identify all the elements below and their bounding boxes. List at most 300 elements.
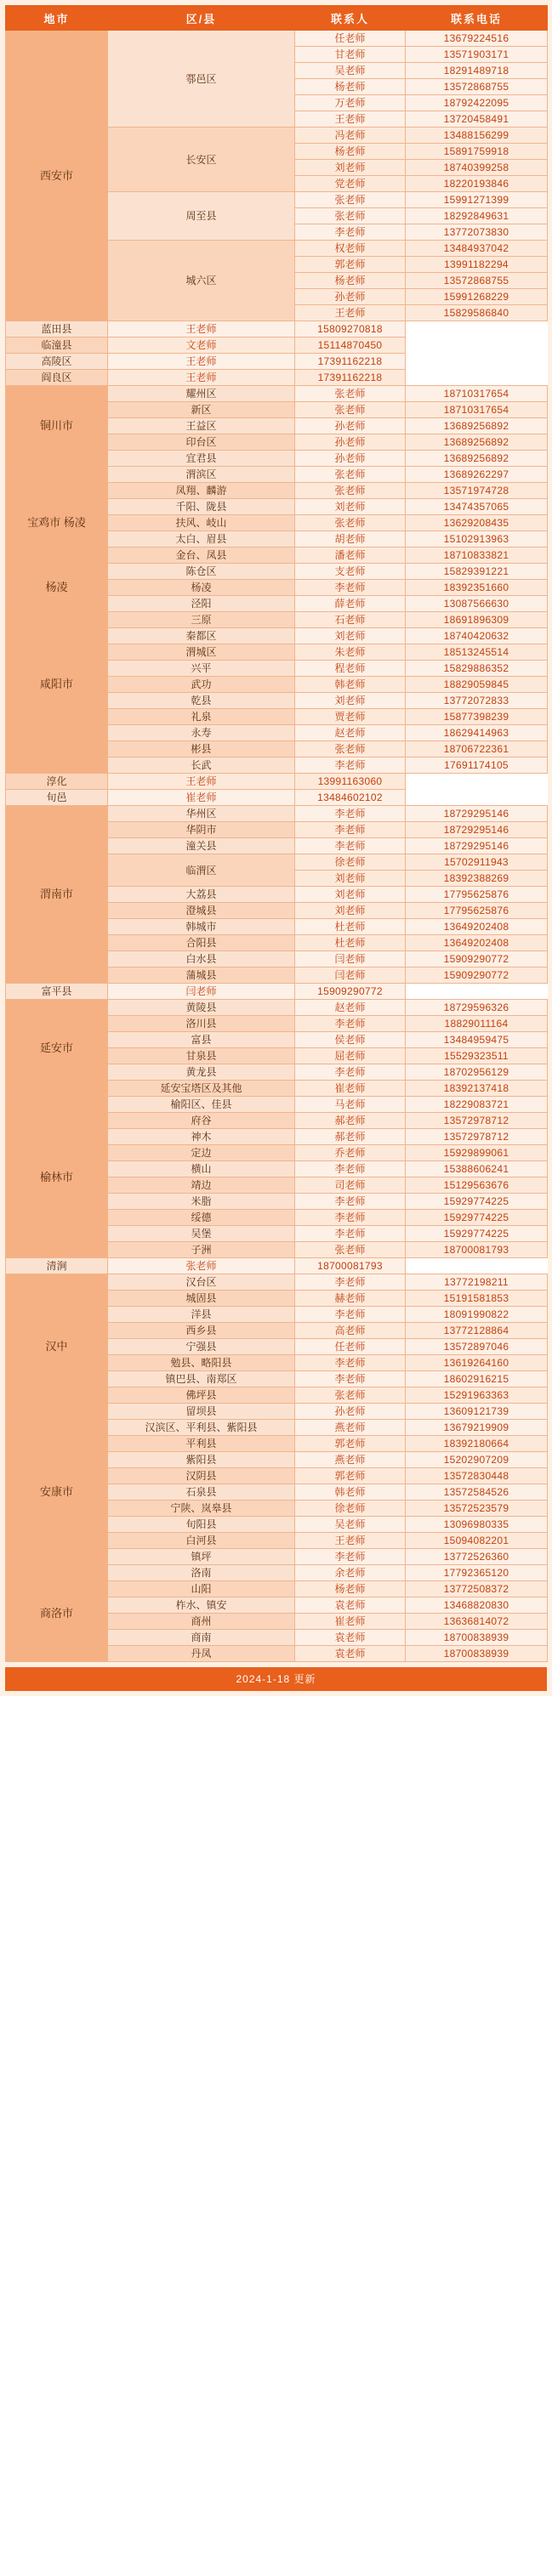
- contact-phone-cell: 18602916215: [406, 1371, 548, 1387]
- contact-phone-cell: 13474357065: [406, 499, 548, 515]
- contact-person-cell: 冯老师: [295, 128, 406, 144]
- district-cell: 新区: [108, 402, 295, 418]
- contact-phone-cell: 18292849631: [406, 208, 548, 224]
- district-cell: 洋县: [108, 1307, 295, 1323]
- district-cell: 子洲: [108, 1242, 295, 1258]
- contact-person-cell: 程老师: [295, 661, 406, 677]
- contact-person-cell: 郝老师: [295, 1129, 406, 1145]
- district-cell: 山阳: [108, 1581, 295, 1597]
- district-cell: 洛川县: [108, 1016, 295, 1032]
- column-header-person: 联系人: [295, 6, 406, 31]
- contact-phone-cell: 17391162218: [295, 354, 406, 370]
- contact-phone-cell: 13772073830: [406, 224, 548, 241]
- contact-person-cell: 吴老师: [295, 63, 406, 79]
- district-cell: 汉阴县: [108, 1468, 295, 1484]
- table-row: [6, 1420, 548, 1436]
- district-cell: 延安宝塔区及其他: [108, 1081, 295, 1097]
- contact-phone-cell: 15991271399: [406, 192, 548, 208]
- contact-person-cell: 王老师: [295, 111, 406, 128]
- district-cell: 榆阳区、佳县: [108, 1097, 295, 1113]
- contact-phone-cell: 18691896309: [406, 612, 548, 628]
- contact-phone-cell: 15909290772: [295, 984, 406, 1000]
- district-cell: 镇坪: [108, 1549, 295, 1565]
- contact-phone-cell: 13689256892: [406, 451, 548, 467]
- district-cell: 渭城区: [108, 644, 295, 661]
- district-cell: 柞水、镇安: [108, 1597, 295, 1614]
- contact-person-cell: 郭老师: [295, 1468, 406, 1484]
- contact-phone-cell: 13679224516: [406, 31, 548, 47]
- contact-phone-cell: 13484937042: [406, 241, 548, 257]
- contact-phone-cell: 15929774225: [406, 1194, 548, 1210]
- contact-person-cell: 刘老师: [295, 628, 406, 644]
- contact-person-cell: 刘老师: [295, 903, 406, 919]
- contact-person-cell: 张老师: [295, 386, 406, 402]
- city-cell: 安康市: [6, 1420, 108, 1565]
- district-cell: 阎良区: [6, 370, 108, 386]
- contact-phone-cell: 15388606241: [406, 1161, 548, 1177]
- district-cell: 定边: [108, 1145, 295, 1161]
- district-cell: 礼泉: [108, 709, 295, 725]
- district-cell: 镇巴县、南郑区: [108, 1371, 295, 1387]
- update-date-footer: 2024-1-18 更新: [5, 1667, 547, 1691]
- contact-phone-cell: 18392351660: [406, 580, 548, 596]
- contact-phone-cell: 15929774225: [406, 1210, 548, 1226]
- district-cell: 府谷: [108, 1113, 295, 1129]
- contact-phone-cell: 18710317654: [406, 386, 548, 402]
- district-cell: 兴平: [108, 661, 295, 677]
- contact-phone-cell: 13772128864: [406, 1323, 548, 1339]
- contact-person-cell: 屈老师: [295, 1048, 406, 1064]
- district-cell: 王益区: [108, 418, 295, 434]
- district-cell: 临潼县: [6, 338, 108, 354]
- contact-phone-cell: 18829059845: [406, 677, 548, 693]
- city-cell: 咸阳市: [6, 596, 108, 774]
- district-cell: 合阳县: [108, 935, 295, 951]
- city-cell: 宝鸡市 杨凌: [6, 467, 108, 580]
- contact-person-cell: 张老师: [295, 741, 406, 757]
- contact-phone-cell: 15202907209: [406, 1452, 548, 1468]
- contact-person-cell: 燕老师: [295, 1452, 406, 1468]
- contact-person-cell: 崔老师: [295, 1614, 406, 1630]
- contact-person-cell: 杜老师: [295, 935, 406, 951]
- contact-phone-cell: 13572868755: [406, 79, 548, 95]
- table-row: [6, 580, 548, 596]
- table-row: [6, 1258, 548, 1274]
- contact-phone-cell: 15191581853: [406, 1291, 548, 1307]
- contact-phone-cell: 15929774225: [406, 1226, 548, 1242]
- contact-phone-cell: 13609121739: [406, 1404, 548, 1420]
- district-cell: 汉滨区、平利县、紫阳县: [108, 1420, 295, 1436]
- contact-phone-cell: 15909290772: [406, 951, 548, 967]
- district-cell: 华阴市: [108, 822, 295, 838]
- table-row: [6, 596, 548, 612]
- district-cell: 彬县: [108, 741, 295, 757]
- contact-person-cell: 李老师: [295, 1371, 406, 1387]
- district-cell: 清涧: [6, 1258, 108, 1274]
- contact-person-cell: 刘老师: [295, 871, 406, 887]
- contact-phone-cell: 15929899061: [406, 1145, 548, 1161]
- contact-phone-cell: 18829011164: [406, 1016, 548, 1032]
- contact-person-cell: 支老师: [295, 564, 406, 580]
- contact-person-cell: 李老师: [295, 224, 406, 241]
- contact-person-cell: 李老师: [295, 1307, 406, 1323]
- district-cell: 武功: [108, 677, 295, 693]
- contact-phone-cell: 15829391221: [406, 564, 548, 580]
- contact-person-cell: 郭老师: [295, 257, 406, 273]
- contact-person-cell: 闫老师: [295, 967, 406, 984]
- contact-phone-cell: 18729295146: [406, 822, 548, 838]
- contact-phone-cell: 15829886352: [406, 661, 548, 677]
- contact-person-cell: 李老师: [295, 1210, 406, 1226]
- contact-phone-cell: 13772526360: [406, 1549, 548, 1565]
- contact-phone-cell: 18729596326: [406, 1000, 548, 1016]
- district-cell: 留坝县: [108, 1404, 295, 1420]
- district-cell: 永寿: [108, 725, 295, 741]
- district-cell: 乾县: [108, 693, 295, 709]
- contact-phone-cell: 18229083721: [406, 1097, 548, 1113]
- district-cell: 吴堡: [108, 1226, 295, 1242]
- table-row: [6, 31, 548, 47]
- contact-phone-cell: 15094082201: [406, 1533, 548, 1549]
- district-cell: 洛南: [108, 1565, 295, 1581]
- contact-phone-cell: 15891759918: [406, 144, 548, 160]
- contact-phone-cell: 13772508372: [406, 1581, 548, 1597]
- district-cell: 太白、眉县: [108, 531, 295, 548]
- contact-person-cell: 甘老师: [295, 47, 406, 63]
- district-cell: 蓝田县: [6, 321, 108, 338]
- contact-phone-cell: 18710317654: [406, 402, 548, 418]
- contact-table: [5, 5, 548, 1662]
- district-cell: 宁强县: [108, 1339, 295, 1355]
- contact-phone-cell: 13991163060: [295, 774, 406, 790]
- contact-person-cell: 胡老师: [295, 531, 406, 548]
- table-row: [6, 1000, 548, 1016]
- contact-person-cell: 王老师: [295, 1533, 406, 1549]
- contact-person-cell: 徐老师: [295, 854, 406, 871]
- contact-person-cell: 燕老师: [295, 1420, 406, 1436]
- contact-phone-cell: 18729295146: [406, 806, 548, 822]
- contact-person-cell: 郝老师: [295, 1113, 406, 1129]
- district-cell: 三原: [108, 612, 295, 628]
- contact-phone-cell: 15877398239: [406, 709, 548, 725]
- district-cell: 商州: [108, 1614, 295, 1630]
- table-row: [6, 338, 548, 354]
- contact-person-cell: 王老师: [295, 305, 406, 321]
- contact-phone-cell: 13572868755: [406, 273, 548, 289]
- contact-phone-cell: 13571974728: [406, 483, 548, 499]
- table-row: [6, 774, 548, 790]
- district-cell: 白河县: [108, 1533, 295, 1549]
- contact-person-cell: 杨老师: [295, 144, 406, 160]
- contact-person-cell: 张老师: [295, 1387, 406, 1404]
- contact-person-cell: 王老师: [108, 321, 295, 338]
- contact-phone-cell: 18700838939: [406, 1630, 548, 1646]
- contact-phone-cell: 13689256892: [406, 418, 548, 434]
- contact-phone-cell: 13636814072: [406, 1614, 548, 1630]
- district-cell: 凤翔、麟游: [108, 483, 295, 499]
- contact-phone-cell: 13572584526: [406, 1484, 548, 1501]
- district-cell: 金台、凤县: [108, 548, 295, 564]
- district-cell: 淳化: [6, 774, 108, 790]
- contact-person-cell: 余老师: [295, 1565, 406, 1581]
- contact-phone-cell: 13484602102: [295, 790, 406, 806]
- district-cell: 长安区: [108, 128, 295, 192]
- contact-phone-cell: 13689262297: [406, 467, 548, 483]
- contact-person-cell: 崔老师: [108, 790, 295, 806]
- contact-phone-cell: 18392388269: [406, 871, 548, 887]
- table-header: [6, 6, 548, 31]
- contact-person-cell: 刘老师: [295, 160, 406, 176]
- contact-phone-cell: 15291963363: [406, 1387, 548, 1404]
- city-cell: 杨凌: [6, 580, 108, 596]
- contact-phone-cell: 13772072833: [406, 693, 548, 709]
- district-cell: 城六区: [108, 241, 295, 321]
- contact-phone-cell: 18700081793: [295, 1258, 406, 1274]
- contact-phone-cell: 18740420632: [406, 628, 548, 644]
- contact-phone-cell: 15102913963: [406, 531, 548, 548]
- district-cell: 绥德: [108, 1210, 295, 1226]
- district-cell: 佛坪县: [108, 1387, 295, 1404]
- district-cell: 丹凤: [108, 1646, 295, 1662]
- contact-person-cell: 万老师: [295, 95, 406, 111]
- district-cell: 秦都区: [108, 628, 295, 644]
- contact-person-cell: 高老师: [295, 1323, 406, 1339]
- contact-person-cell: 袁老师: [295, 1630, 406, 1646]
- contact-person-cell: 张老师: [295, 1242, 406, 1258]
- district-cell: 紫阳县: [108, 1452, 295, 1468]
- district-cell: 鄠邑区: [108, 31, 295, 128]
- city-cell: 汉中: [6, 1274, 108, 1420]
- district-cell: 靖边: [108, 1177, 295, 1194]
- contact-person-cell: 崔老师: [295, 1081, 406, 1097]
- contact-phone-cell: 18729295146: [406, 838, 548, 854]
- contact-person-cell: 李老师: [295, 1064, 406, 1081]
- contact-person-cell: 刘老师: [295, 887, 406, 903]
- contact-phone-cell: 18792422095: [406, 95, 548, 111]
- contact-phone-cell: 17691174105: [406, 757, 548, 774]
- table-body: [6, 31, 548, 1662]
- contact-phone-cell: 18700081793: [406, 1242, 548, 1258]
- contact-phone-cell: 13484959475: [406, 1032, 548, 1048]
- contact-phone-cell: 13572978712: [406, 1113, 548, 1129]
- table-row: [6, 321, 548, 338]
- contact-phone-cell: 17391162218: [295, 370, 406, 386]
- contact-phone-cell: 18091990822: [406, 1307, 548, 1323]
- contact-phone-cell: 15829586840: [406, 305, 548, 321]
- district-cell: 勉县、略阳县: [108, 1355, 295, 1371]
- contact-person-cell: 赵老师: [295, 1000, 406, 1016]
- contact-person-cell: 闫老师: [108, 984, 295, 1000]
- contact-person-cell: 韩老师: [295, 677, 406, 693]
- contact-phone-cell: 13629208435: [406, 515, 548, 531]
- district-cell: 长武: [108, 757, 295, 774]
- contact-person-cell: 张老师: [295, 402, 406, 418]
- contact-person-cell: 侯老师: [295, 1032, 406, 1048]
- district-cell: 泾阳: [108, 596, 295, 612]
- contact-person-cell: 潘老师: [295, 548, 406, 564]
- contact-person-cell: 李老师: [295, 1549, 406, 1565]
- city-cell: 商洛市: [6, 1565, 108, 1662]
- contact-phone-cell: 15702911943: [406, 854, 548, 871]
- table-row: [6, 386, 548, 402]
- contact-person-cell: 袁老师: [295, 1646, 406, 1662]
- district-cell: 富县: [108, 1032, 295, 1048]
- district-cell: 石泉县: [108, 1484, 295, 1501]
- table-row: [6, 467, 548, 483]
- district-cell: 旬阳县: [108, 1517, 295, 1533]
- contact-person-cell: 韩老师: [295, 1484, 406, 1501]
- table-row: [6, 354, 548, 370]
- contact-person-cell: 张老师: [108, 1258, 295, 1274]
- city-cell: 延安市: [6, 1000, 108, 1097]
- contact-person-cell: 张老师: [295, 515, 406, 531]
- contact-person-cell: 杨老师: [295, 79, 406, 95]
- district-cell: 横山: [108, 1161, 295, 1177]
- district-cell: 高陵区: [6, 354, 108, 370]
- contact-person-cell: 李老师: [295, 838, 406, 854]
- contact-person-cell: 徐老师: [295, 1501, 406, 1517]
- table-row: [6, 1097, 548, 1113]
- district-cell: 神木: [108, 1129, 295, 1145]
- contact-phone-cell: 18220193846: [406, 176, 548, 192]
- contact-phone-cell: 18702956129: [406, 1064, 548, 1081]
- contact-person-cell: 任老师: [295, 31, 406, 47]
- contact-person-cell: 司老师: [295, 1177, 406, 1194]
- contact-phone-cell: 13689256892: [406, 434, 548, 451]
- contact-person-cell: 张老师: [295, 192, 406, 208]
- contact-person-cell: 李老师: [295, 1194, 406, 1210]
- contact-phone-cell: 15529323511: [406, 1048, 548, 1064]
- contact-person-cell: 张老师: [295, 208, 406, 224]
- contact-person-cell: 赫老师: [295, 1291, 406, 1307]
- district-cell: 韩城市: [108, 919, 295, 935]
- district-cell: 黄陵县: [108, 1000, 295, 1016]
- contact-person-cell: 李老师: [295, 1016, 406, 1032]
- contact-person-cell: 王老师: [108, 774, 295, 790]
- contact-phone-cell: 13720458491: [406, 111, 548, 128]
- contact-phone-cell: 15809270818: [295, 321, 406, 338]
- city-cell: 榆林市: [6, 1097, 108, 1258]
- district-cell: 耀州区: [108, 386, 295, 402]
- district-cell: 黄龙县: [108, 1064, 295, 1081]
- district-cell: 华州区: [108, 806, 295, 822]
- contact-phone-cell: 13772198211: [406, 1274, 548, 1291]
- contact-phone-cell: 18513245514: [406, 644, 548, 661]
- contact-person-cell: 贾老师: [295, 709, 406, 725]
- district-cell: 渭滨区: [108, 467, 295, 483]
- city-cell: 铜川市: [6, 386, 108, 467]
- table-header-row: [6, 6, 548, 31]
- contact-person-cell: 李老师: [295, 1355, 406, 1371]
- contact-phone-cell: 18700838939: [406, 1646, 548, 1662]
- contact-person-cell: 薛老师: [295, 596, 406, 612]
- contact-phone-cell: 17792365120: [406, 1565, 548, 1581]
- district-cell: 富平县: [6, 984, 108, 1000]
- contact-person-cell: 孙老师: [295, 418, 406, 434]
- contact-phone-cell: 13468820830: [406, 1597, 548, 1614]
- contact-person-cell: 李老师: [295, 1226, 406, 1242]
- contact-phone-cell: 15991268229: [406, 289, 548, 305]
- contact-person-cell: 乔老师: [295, 1145, 406, 1161]
- contact-person-cell: 杜老师: [295, 919, 406, 935]
- contact-person-cell: 张老师: [295, 483, 406, 499]
- district-cell: 扶风、岐山: [108, 515, 295, 531]
- contact-phone-cell: 18291489718: [406, 63, 548, 79]
- contact-phone-cell: 18740399258: [406, 160, 548, 176]
- district-cell: 宜君县: [108, 451, 295, 467]
- district-cell: 商南: [108, 1630, 295, 1646]
- city-cell: 渭南市: [6, 806, 108, 984]
- contact-phone-cell: 18392180664: [406, 1436, 548, 1452]
- contact-person-cell: 李老师: [295, 580, 406, 596]
- district-cell: 汉台区: [108, 1274, 295, 1291]
- contact-phone-cell: 15909290772: [406, 967, 548, 984]
- contact-person-cell: 孙老师: [295, 289, 406, 305]
- contact-person-cell: 党老师: [295, 176, 406, 192]
- contact-person-cell: 袁老师: [295, 1597, 406, 1614]
- district-cell: 旬邑: [6, 790, 108, 806]
- contact-person-cell: 孙老师: [295, 434, 406, 451]
- contact-person-cell: 李老师: [295, 806, 406, 822]
- contact-person-cell: 杨老师: [295, 273, 406, 289]
- column-header-city: 地市: [6, 6, 108, 31]
- district-cell: 蒲城县: [108, 967, 295, 984]
- column-header-district: 区/县: [108, 6, 295, 31]
- contact-person-cell: 孙老师: [295, 451, 406, 467]
- contact-phone-cell: 18392137418: [406, 1081, 548, 1097]
- contact-person-cell: 刘老师: [295, 499, 406, 515]
- contact-phone-cell: 18629414963: [406, 725, 548, 741]
- contact-person-cell: 王老师: [108, 354, 295, 370]
- contact-person-cell: 石老师: [295, 612, 406, 628]
- contact-person-cell: 孙老师: [295, 1404, 406, 1420]
- district-cell: 陈仓区: [108, 564, 295, 580]
- contact-person-cell: 赵老师: [295, 725, 406, 741]
- table-row: [6, 806, 548, 822]
- contact-person-cell: 李老师: [295, 757, 406, 774]
- district-cell: 米脂: [108, 1194, 295, 1210]
- contact-person-cell: 郭老师: [295, 1436, 406, 1452]
- contact-person-cell: 杨老师: [295, 1581, 406, 1597]
- contact-phone-cell: 13571903171: [406, 47, 548, 63]
- district-cell: 宁陕、岚皋县: [108, 1501, 295, 1517]
- contact-person-cell: 刘老师: [295, 693, 406, 709]
- district-cell: 杨凌: [108, 580, 295, 596]
- contact-person-cell: 权老师: [295, 241, 406, 257]
- district-cell: 潼关县: [108, 838, 295, 854]
- district-cell: 周至县: [108, 192, 295, 241]
- contact-phone-cell: 15114870450: [295, 338, 406, 354]
- contact-phone-cell: 13572523579: [406, 1501, 548, 1517]
- contact-person-cell: 文老师: [108, 338, 295, 354]
- contact-phone-cell: 13649202408: [406, 919, 548, 935]
- contact-phone-cell: 13572830448: [406, 1468, 548, 1484]
- contact-person-cell: 闫老师: [295, 951, 406, 967]
- table-row: [6, 984, 548, 1000]
- district-cell: 临渭区: [108, 854, 295, 887]
- contact-person-cell: 李老师: [295, 1274, 406, 1291]
- contact-phone-cell: 13087566630: [406, 596, 548, 612]
- contact-phone-cell: 18710833821: [406, 548, 548, 564]
- contact-phone-cell: 17795625876: [406, 903, 548, 919]
- contact-person-cell: 李老师: [295, 1161, 406, 1177]
- contact-phone-cell: 13096980335: [406, 1517, 548, 1533]
- contact-phone-cell: 13572897046: [406, 1339, 548, 1355]
- contact-phone-cell: 13679219909: [406, 1420, 548, 1436]
- contact-phone-cell: 13649202408: [406, 935, 548, 951]
- district-cell: 平利县: [108, 1436, 295, 1452]
- district-cell: 千阳、陇县: [108, 499, 295, 515]
